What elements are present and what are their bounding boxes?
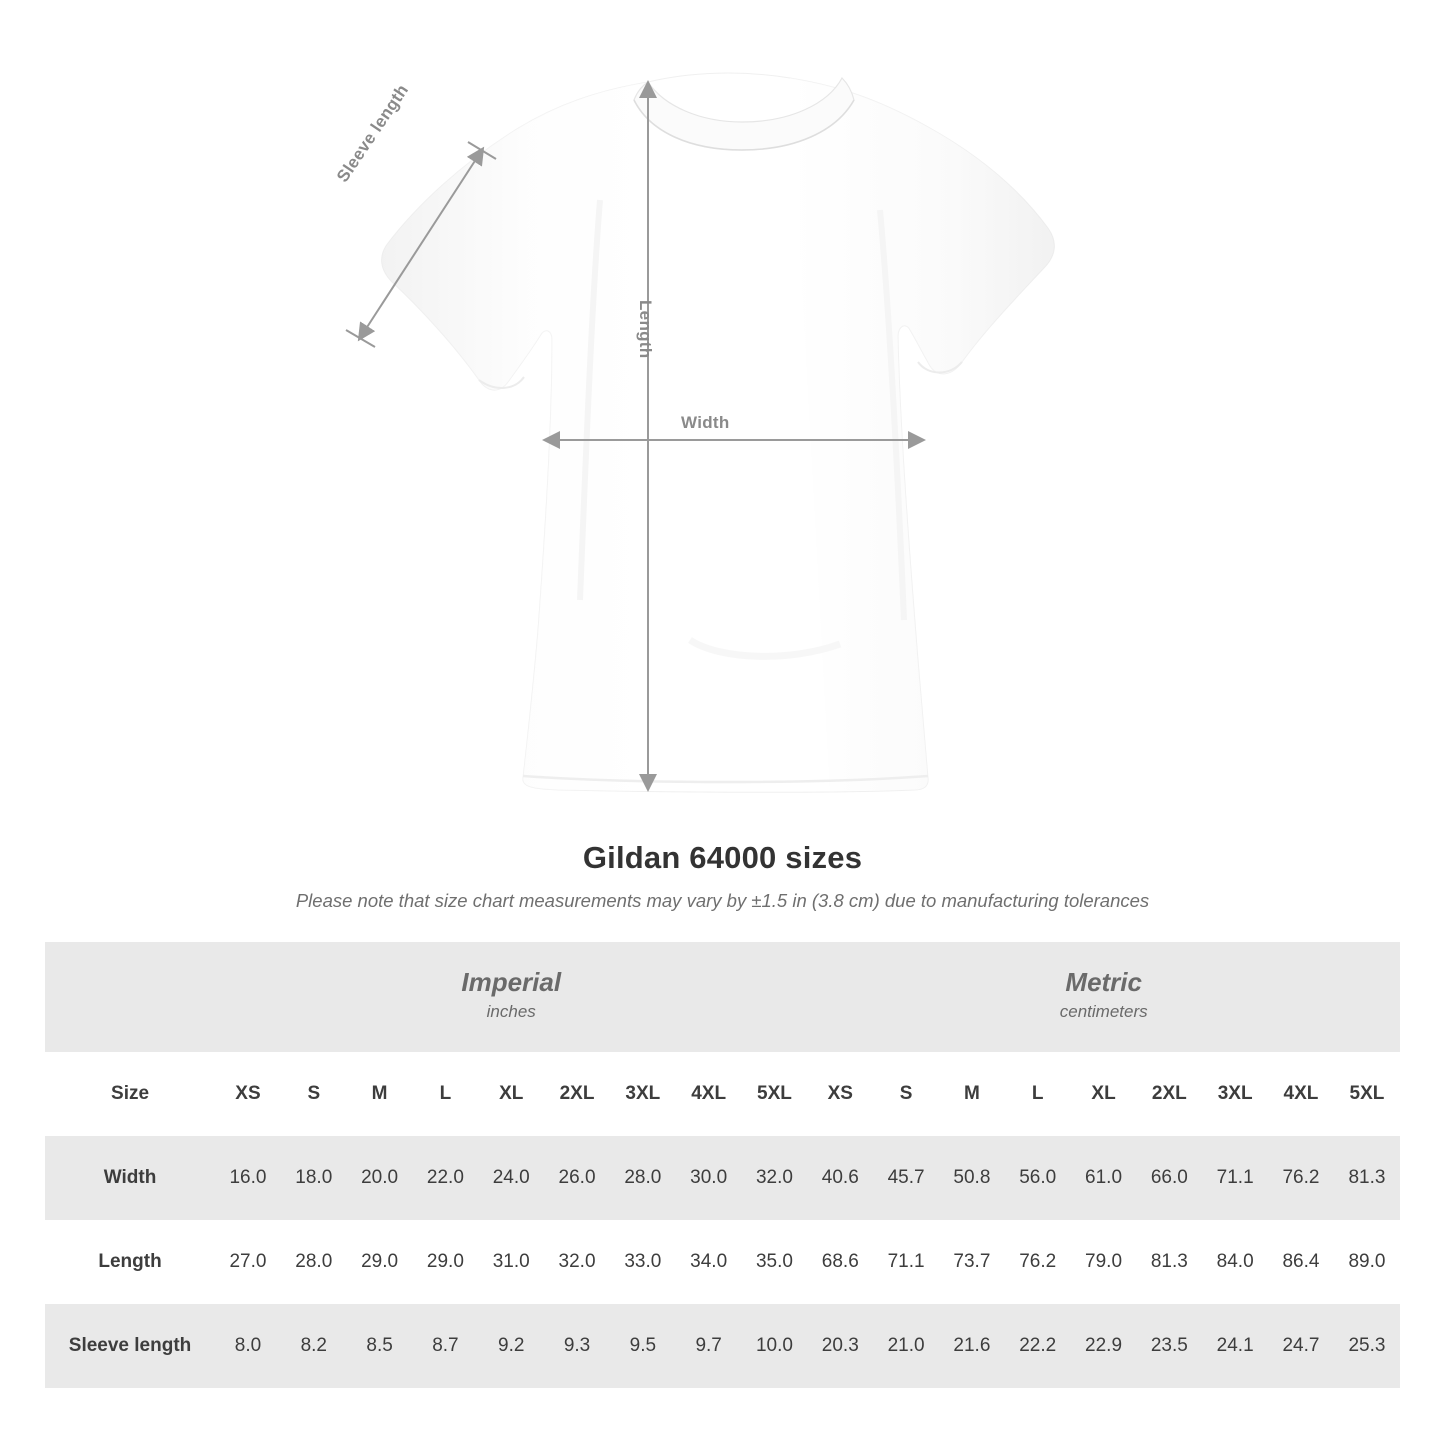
- table-cell: 24.0: [478, 1136, 544, 1220]
- table-cell: 28.0: [610, 1136, 676, 1220]
- table-cell: 24.1: [1202, 1304, 1268, 1388]
- table-cell: 29.0: [347, 1220, 413, 1304]
- size-header-cell: L: [413, 1052, 479, 1136]
- table-cell: 8.2: [281, 1304, 347, 1388]
- table-cell: 31.0: [478, 1220, 544, 1304]
- size-header-cell: XL: [1071, 1052, 1137, 1136]
- table-row: [45, 1304, 1400, 1388]
- table-cell: 34.0: [676, 1220, 742, 1304]
- table-cell: 71.1: [873, 1220, 939, 1304]
- table-cell: 28.0: [281, 1220, 347, 1304]
- size-header-cell: M: [939, 1052, 1005, 1136]
- table-cell: 68.6: [807, 1220, 873, 1304]
- size-header-cell: S: [281, 1052, 347, 1136]
- size-header-cell: 5XL: [742, 1052, 808, 1136]
- table-cell: 8.7: [413, 1304, 479, 1388]
- table-cell: 79.0: [1071, 1220, 1137, 1304]
- size-header-cell: XS: [807, 1052, 873, 1136]
- table-cell: 61.0: [1071, 1136, 1137, 1220]
- table-cell: 9.2: [478, 1304, 544, 1388]
- imperial-header-cell: [215, 942, 807, 1052]
- row-label-length: Length: [45, 1220, 215, 1304]
- unit-systems-row: [45, 942, 1400, 1052]
- size-header-cell: 3XL: [1202, 1052, 1268, 1136]
- table-cell: 50.8: [939, 1136, 1005, 1220]
- imperial-system-label: Imperial: [461, 967, 562, 998]
- table-cell: 56.0: [1005, 1136, 1071, 1220]
- table-cell: 22.2: [1005, 1304, 1071, 1388]
- size-header-cell: S: [873, 1052, 939, 1136]
- size-header-cell: 4XL: [1268, 1052, 1334, 1136]
- table-cell: 27.0: [215, 1220, 281, 1304]
- size-header-row: [45, 1052, 1400, 1136]
- table-cell: 21.0: [873, 1304, 939, 1388]
- table-cell: 18.0: [281, 1136, 347, 1220]
- table-cell: 21.6: [939, 1304, 1005, 1388]
- table-cell: 30.0: [676, 1136, 742, 1220]
- size-header-cell: 2XL: [544, 1052, 610, 1136]
- table-cell: 22.0: [413, 1136, 479, 1220]
- imperial-unit-label: inches: [486, 1002, 536, 1022]
- size-header-cell: 3XL: [610, 1052, 676, 1136]
- chart-header: [0, 840, 1445, 912]
- page-title: Gildan 64000 sizes: [582, 840, 863, 875]
- size-header-cell: 2XL: [1136, 1052, 1202, 1136]
- width-label: Width: [681, 413, 730, 432]
- table-cell: 89.0: [1334, 1220, 1400, 1304]
- metric-unit-label: centimeters: [1059, 1002, 1148, 1022]
- table-cell: 40.6: [807, 1136, 873, 1220]
- table-cell: 33.0: [610, 1220, 676, 1304]
- size-row-label: Size: [45, 1052, 215, 1136]
- table-cell: 81.3: [1136, 1220, 1202, 1304]
- table-cell: 9.7: [676, 1304, 742, 1388]
- size-header-cell: 4XL: [676, 1052, 742, 1136]
- table-cell: 8.0: [215, 1304, 281, 1388]
- table-cell: 73.7: [939, 1220, 1005, 1304]
- tolerance-note: Please note that size chart measurements may vary by ±1.5 in (3.8 cm) due to manufacturing tolerances: [295, 890, 1150, 911]
- table-cell: 35.0: [742, 1220, 808, 1304]
- table-cell: 66.0: [1136, 1136, 1202, 1220]
- table-cell: 24.7: [1268, 1304, 1334, 1388]
- sleeve-length-label: Sleeve length: [333, 80, 413, 186]
- table-cell: 86.4: [1268, 1220, 1334, 1304]
- table-cell: 10.0: [742, 1304, 808, 1388]
- table-row: [45, 1136, 1400, 1220]
- size-header-cell: M: [347, 1052, 413, 1136]
- table-cell: 26.0: [544, 1136, 610, 1220]
- unit-spacer: [45, 942, 215, 1052]
- size-header-cell: 5XL: [1334, 1052, 1400, 1136]
- length-label: Length: [636, 300, 655, 359]
- table-cell: 9.3: [544, 1304, 610, 1388]
- metric-system-label: Metric: [1065, 967, 1142, 998]
- table-cell: 84.0: [1202, 1220, 1268, 1304]
- size-header-cell: L: [1005, 1052, 1071, 1136]
- table-cell: 20.0: [347, 1136, 413, 1220]
- size-chart-container: [0, 942, 1445, 1388]
- table-cell: 16.0: [215, 1136, 281, 1220]
- size-header-cell: XL: [478, 1052, 544, 1136]
- table-cell: 45.7: [873, 1136, 939, 1220]
- table-row: [45, 1220, 1400, 1304]
- table-cell: 23.5: [1136, 1304, 1202, 1388]
- table-cell: 29.0: [413, 1220, 479, 1304]
- table-cell: 76.2: [1268, 1136, 1334, 1220]
- row-label-width: Width: [45, 1136, 215, 1220]
- size-header-cell: XS: [215, 1052, 281, 1136]
- table-cell: 25.3: [1334, 1304, 1400, 1388]
- table-cell: 32.0: [544, 1220, 610, 1304]
- table-cell: 81.3: [1334, 1136, 1400, 1220]
- table-cell: 8.5: [347, 1304, 413, 1388]
- table-cell: 71.1: [1202, 1136, 1268, 1220]
- table-cell: 32.0: [742, 1136, 808, 1220]
- table-cell: 76.2: [1005, 1220, 1071, 1304]
- size-chart-table: [45, 942, 1400, 1388]
- metric-header-cell: [807, 942, 1400, 1052]
- table-cell: 22.9: [1071, 1304, 1137, 1388]
- table-cell: 20.3: [807, 1304, 873, 1388]
- table-cell: 9.5: [610, 1304, 676, 1388]
- row-label-sleeve-length: Sleeve length: [45, 1304, 215, 1388]
